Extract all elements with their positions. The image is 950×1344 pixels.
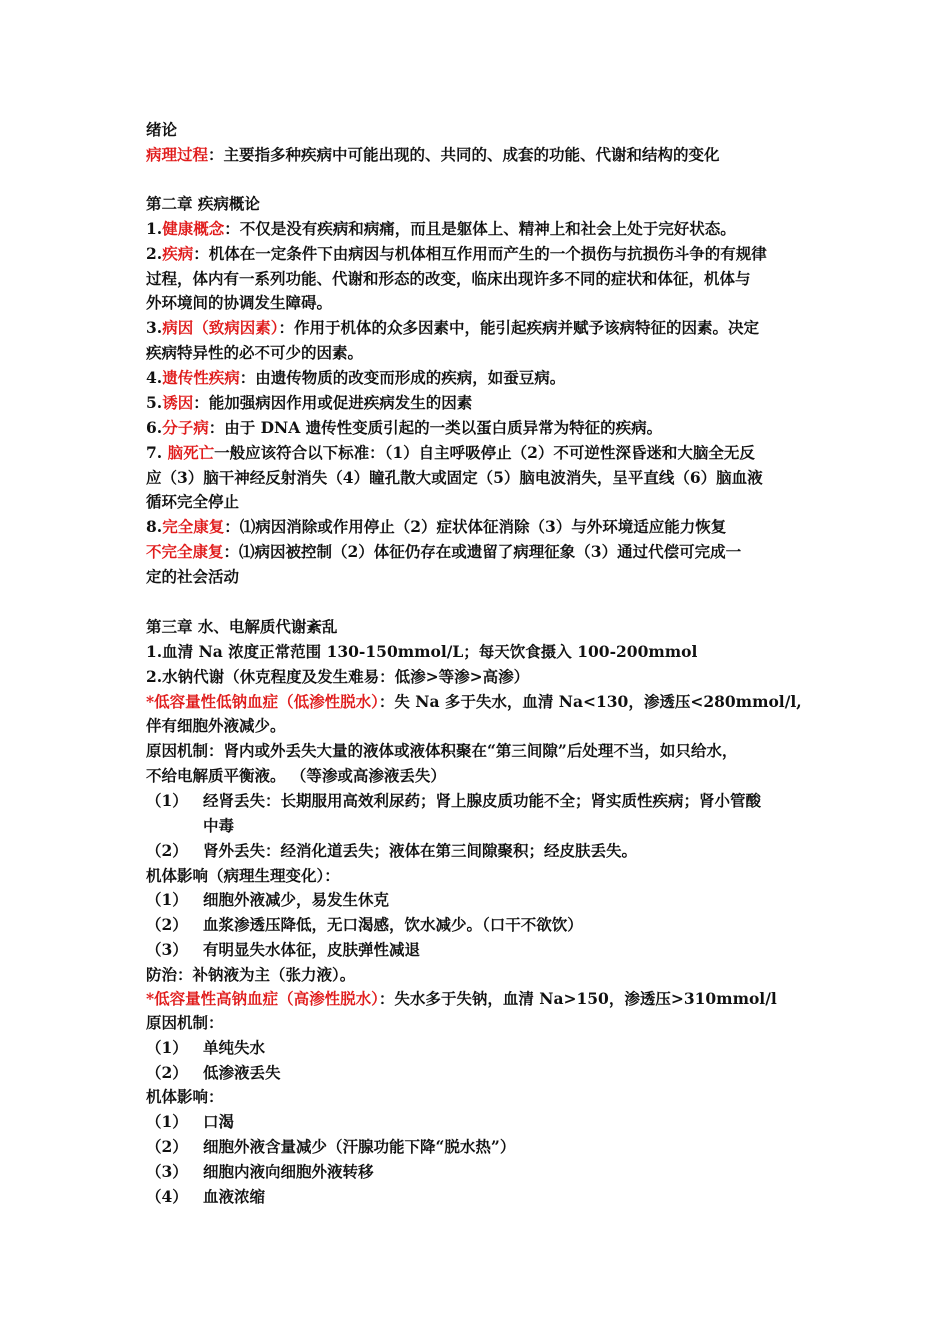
definition-text: ：失水多于失钠，血清 Na>150，渗透压>310mmol/l (378, 989, 777, 1008)
list-item (146, 443, 755, 463)
item-number: （1） (146, 791, 188, 810)
text-line: 防治：补钠液为主（张力液）。 (146, 965, 356, 984)
term-highlight: 低容量性低钠血症（低渗性脱水） (154, 692, 379, 711)
list-item (146, 244, 767, 264)
item-number: （1） (146, 1038, 188, 1057)
numbered-item (146, 890, 389, 910)
text-line: 疾病特异性的必不可少的因素。 (146, 343, 364, 362)
item-number: 8. (146, 517, 163, 536)
star-marker: * (146, 989, 155, 1008)
numbered-item (146, 915, 583, 935)
numbered-item (146, 1112, 234, 1132)
numbered-item (146, 841, 637, 861)
text-line: 原因机制：肾内或外丢失大量的液体或液体积聚在“第三间隙”后处理不当，如只给水， (146, 741, 738, 760)
definition-text: ：机体在一定条件下由病因与机体相互作用而产生的一个损伤与抗损伤斗争的有规律 (193, 244, 767, 263)
item-number: （2） (146, 1137, 188, 1156)
intro-title: 绪论 (146, 120, 178, 139)
term-highlight: 病理过程 (146, 145, 209, 164)
item-text: 单纯失水 (203, 1038, 266, 1057)
item-number: （2） (146, 915, 188, 934)
numbered-item (146, 791, 761, 811)
item-number: 3. (146, 318, 163, 337)
definition-text: ：由遗传物质的改变而形成的疾病，如蚕豆病。 (239, 368, 566, 387)
star-marker: * (146, 692, 155, 711)
list-item (146, 418, 662, 438)
list-item (146, 692, 802, 712)
definition-text: ：失 Na 多于失水，血清 Na<130，渗透压<280mmol/l, (378, 692, 802, 711)
text-line: 1.血清 Na 浓度正常范围 130-150mmol/L；每天饮食摄入 100-200mmol (146, 642, 698, 661)
item-text: 细胞外液含量减少（汗腺功能下降“脱水热”） (203, 1137, 516, 1156)
numbered-item (146, 940, 420, 960)
term-highlight: 低容量性高钠血症（高渗性脱水） (154, 989, 379, 1008)
list-item (146, 318, 759, 338)
term-highlight: 不完全康复 (146, 542, 224, 561)
item-number: 5. (146, 393, 163, 412)
numbered-item (146, 1137, 515, 1157)
list-item (146, 393, 472, 413)
item-number: （1） (146, 1112, 188, 1131)
term-highlight: 完全康复 (162, 517, 225, 536)
term-highlight: 疾病 (162, 244, 194, 263)
text-line: 2.水钠代谢（休克程度及发生难易：低渗>等渗>高渗） (146, 667, 530, 686)
item-text: 细胞内液向细胞外液转移 (203, 1162, 374, 1181)
text-line: 机体影响（病理生理变化）： (146, 866, 340, 885)
term-highlight: 脑死亡 (167, 443, 215, 462)
item-number: 1. (146, 219, 163, 238)
item-text: 口渴 (203, 1112, 235, 1131)
term-highlight: 健康概念 (162, 219, 225, 238)
term-highlight: 遗传性疾病 (162, 368, 240, 387)
definition-text: ：⑴病因被控制（2）体征仍存在或遗留了病理征象（3）通过代偿可完成一 (223, 542, 742, 561)
list-item (146, 219, 736, 239)
definition-text: ：能加强病因作用或促进疾病发生的因素 (193, 393, 473, 412)
numbered-item (146, 1038, 265, 1058)
text-line: 原因机制： (146, 1013, 224, 1032)
definition-text: ：作用于机体的众多因素中，能引起疾病并赋予该病特征的因素。决定 (278, 318, 759, 337)
term-highlight: 分子病 (162, 418, 209, 437)
chapter2-title: 第二章 疾病概论 (146, 194, 260, 213)
item-number: （2） (146, 841, 188, 860)
text-line: 循环完全停止 (146, 492, 240, 511)
item-number: 7. (146, 443, 168, 462)
text-line: 定的社会活动 (146, 567, 240, 586)
item-text: 低渗液丢失 (203, 1063, 281, 1082)
item-number: （2） (146, 1063, 188, 1082)
item-number: 2. (146, 244, 163, 263)
list-item (146, 368, 565, 388)
item-number: （3） (146, 940, 188, 959)
item-text: 肾外丢失：经消化道丢失；液体在第三间隙聚积；经皮肤丢失。 (203, 841, 638, 860)
text-line: 过程，体内有一系列功能、代谢和形态的改变，临床出现许多不同的症状和体征，机体与 (146, 269, 751, 288)
item-text: 血浆渗透压降低，无口渴感，饮水减少。（口干不欲饮） (203, 915, 583, 934)
definition-text: ：由于 DNA 遗传性变质引起的一类以蛋白质异常为特征的疾病。 (208, 418, 663, 437)
list-item (146, 542, 741, 562)
text-line: 机体影响： (146, 1087, 224, 1106)
chapter-title (146, 617, 337, 637)
numbered-item (146, 1187, 265, 1207)
text-line: 外环境间的协调发生障碍。 (146, 293, 333, 312)
text-line: 中毒 (203, 816, 235, 835)
item-text: 有明显失水体征，皮肤弹性减退 (203, 940, 421, 959)
numbered-item (146, 1162, 374, 1182)
term-highlight: 病因（致病因素） (162, 318, 279, 337)
list-item (146, 989, 777, 1009)
text-line: 应（3）脑干神经反射消失（4）瞳孔散大或固定（5）脑电波消失，呈平直线（6）脑血液 (146, 468, 763, 487)
item-text: 血液浓缩 (203, 1187, 266, 1206)
list-item (146, 517, 726, 537)
definition-text: ：不仅是没有疾病和病痛，而且是躯体上、精神上和社会上处于完好状态。 (224, 219, 736, 238)
item-number: 6. (146, 418, 163, 437)
text-line: 伴有细胞外液减少。 (146, 716, 286, 735)
item-text: 细胞外液减少，易发生休克 (203, 890, 390, 909)
definition-text: ：⑴病因消除或作用停止（2）症状体征消除（3）与外环境适应能力恢复 (224, 517, 727, 536)
definition-text: 一般应该符合以下标准：（1）自主呼吸停止（2）不可逆性深昏迷和大脑全无反 (214, 443, 755, 462)
item-number: 4. (146, 368, 163, 387)
chapter-title (146, 194, 260, 214)
item-text: 经肾丢失：长期服用高效利尿药；肾上腺皮质功能不全；肾实质性疾病；肾小管酸 (203, 791, 762, 810)
definition-text: ：主要指多种疾病中可能出现的、共同的、成套的功能、代谢和结构的变化 (208, 145, 720, 164)
item-number: （3） (146, 1162, 188, 1181)
section-title-intro (146, 120, 177, 140)
text-line: 不给电解质平衡液。 （等渗或高渗液丢失） (146, 766, 446, 785)
item-number: （4） (146, 1187, 188, 1206)
chapter3-title: 第三章 水、电解质代谢紊乱 (146, 617, 338, 636)
numbered-item (146, 1063, 281, 1083)
item-number: （1） (146, 890, 188, 909)
term-highlight: 诱因 (162, 393, 194, 412)
definition-pathological-process (146, 145, 720, 165)
